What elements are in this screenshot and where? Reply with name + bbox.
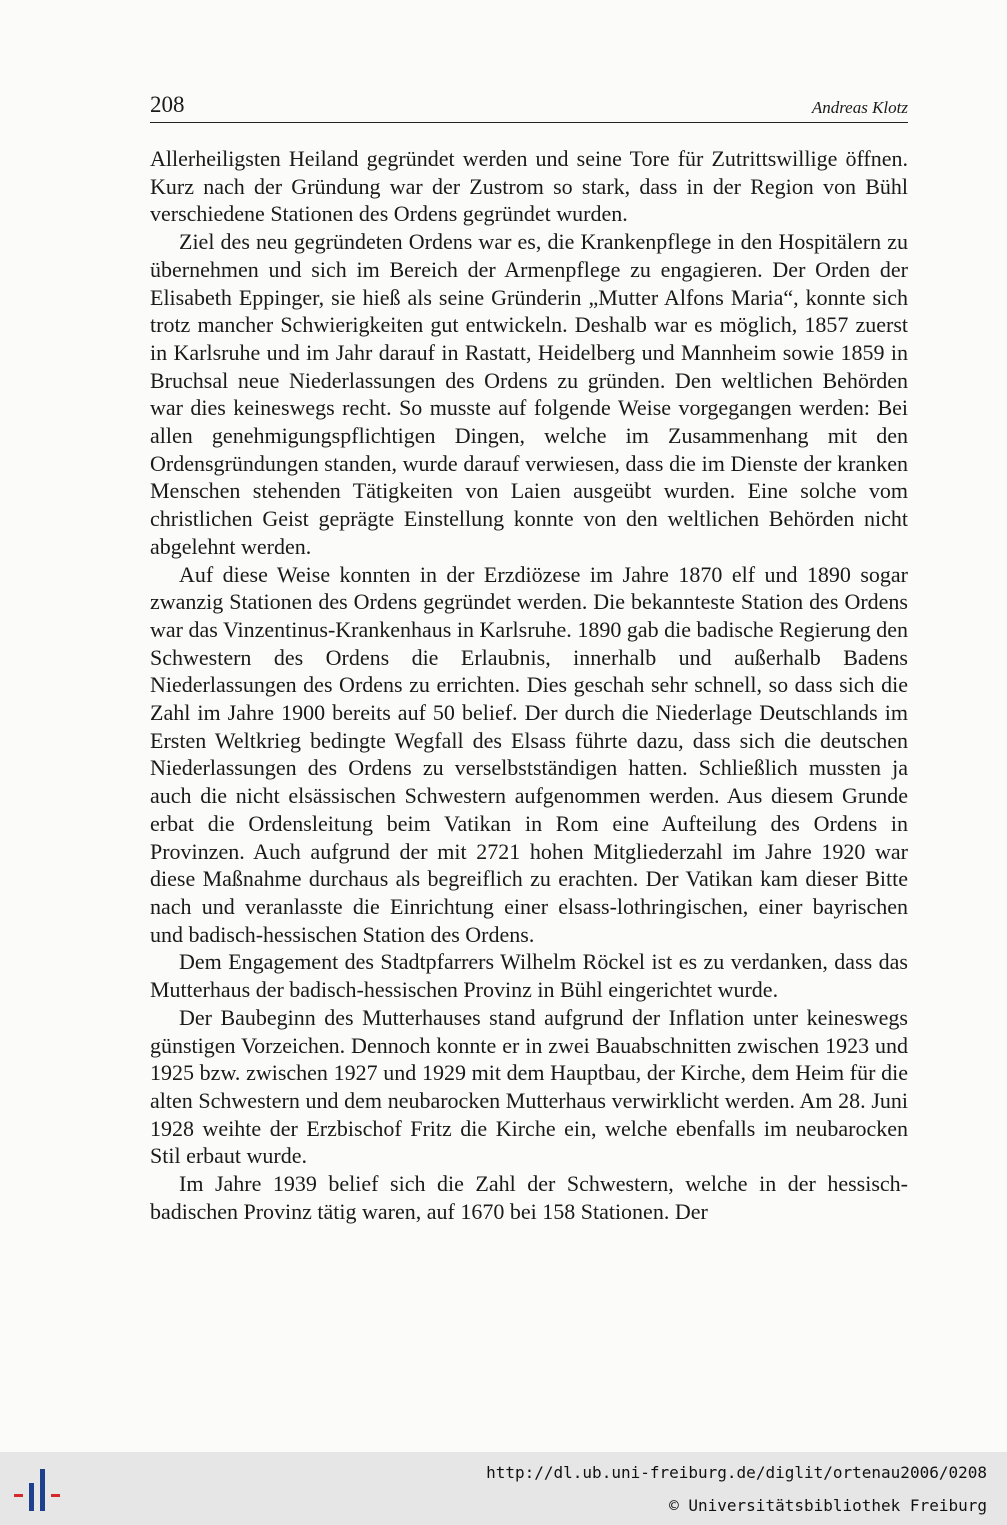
viewer-footer <box>0 1452 1007 1525</box>
paragraph: Auf diese Weise konnten in der Erzdiözese im Jahre 1870 elf und 1890 sogar zwanzig Stationen des Ordens gegründet werden. Die bekannteste Station des Ordens war das Vinzentinus-Krankenhaus in Karlsruhe. 1890 gab die badische Regierung den Schwestern des Ordens die Erlaubnis, innerhalb und außerhalb Badens Niederlassungen des Ordens zu errichten. Dies geschah sehr schnell, so dass sich die Zahl im Jahre 1900 bereits auf 50 belief. Der durch die Niederlage Deutschlands im Ersten Weltkrieg bedingte Wegfall des Elsass führte dazu, dass sich die deutschen Niederlassungen des Ordens zu verselbstständigen hatten. Schließlich mussten ja auch die nicht elsässischen Schwestern aufgenommen werden. Aus diesem Grunde erbat die Ordensleitung beim Vatikan in Rom eine Aufteilung des Ordens in Provinzen. Auch aufgrund der mit 2721 hohen Mitgliederzahl im Jahre 1920 war diese Maßnahme durchaus als begreiflich zu erachten. Der Vatikan kam dieser Bitte nach und veranlasste die Einrichtung einer elsass-lothringischen, einer bayrischen und badisch-hessischen Station des Ordens. <box>150 561 908 947</box>
page-header <box>150 92 908 123</box>
copyright-notice: © Universitätsbibliothek Freiburg <box>669 1496 987 1515</box>
paragraph: Dem Engagement des Stadtpfarrers Wilhelm Röckel ist es zu verdanken, dass das Mutterhaus der badisch-hessischen Provinz in Bühl eingerichtet wurde. <box>150 949 908 1003</box>
paragraph: Der Baubeginn des Mutterhauses stand aufgrund der Inflation unter keineswegs günstigen Vorzeichen. Dennoch konnte er in zwei Bauabschnitten zwischen 1923 und 1925 bzw. zwischen 1927 und 1929 mit dem Hauptbau, der Kirche, dem Heim für die alten Schwestern und dem neubarocken Mutterhaus verwirklicht werden. Am 28. Juni 1928 weihte der Erzbischof Fritz die Kirche ein, welche ebenfalls im neubarocken Stil erbaut wurde. <box>150 1004 908 1169</box>
logo-dash-right <box>51 1494 60 1497</box>
page-number: 208 <box>150 92 185 117</box>
ub-freiburg-logo-icon[interactable] <box>12 1465 62 1515</box>
body-text <box>150 145 908 1225</box>
running-head-author: Andreas Klotz <box>811 98 908 117</box>
paragraph: Ziel des neu gegründeten Ordens war es, die Krankenpflege in den Hospitälern zu übernehmen und sich im Bereich der Armenpflege zu engagieren. Der Orden der Elisabeth Eppinger, sie hieß als seine Gründerin „Mutter Alfons Maria“, konnte sich trotz mancher Schwierigkeiten gut entwickeln. Deshalb war es möglich, 1857 zuerst in Karlsruhe und im Jahr darauf in Rastatt, Heidelberg und Mannheim sowie 1859 in Bruchsal neue Niederlassungen des Ordens zu gründen. Den weltlichen Behörden war dies keineswegs recht. So musste auf folgende Weise vorgegangen werden: Bei allen genehmigungspflichtigen Dingen, welche im Zusammenhang mit den Ordensgründungen standen, wurde darauf verwiesen, dass die im Dienste der kranken Menschen stehenden Tätigkeiten von Laien ausgeübt wurden. Eine solche vom christlichen Geist geprägte Einstellung konnte von den weltlichen Behörden nicht abgelehnt werden. <box>150 229 908 559</box>
logo-bar-left <box>29 1483 34 1511</box>
paragraph: Allerheiligsten Heiland gegründet werden und seine Tore für Zutrittswillige öffnen. Kurz nach der Gründung war der Zustrom so stark, dass in der Region von Bühl verschiedene Stationen des Ordens gegründet wurden. <box>150 146 908 227</box>
permalink-url[interactable]: http://dl.ub.uni-freiburg.de/diglit/ortenau2006/0208 <box>486 1463 987 1482</box>
logo-dash-left <box>14 1494 23 1497</box>
paragraph: Im Jahre 1939 belief sich die Zahl der Schwestern, welche in der hessisch-badischen Provinz tätig waren, auf 1670 bei 158 Stationen. Der <box>150 1171 908 1224</box>
logo-bar-right <box>40 1469 45 1511</box>
